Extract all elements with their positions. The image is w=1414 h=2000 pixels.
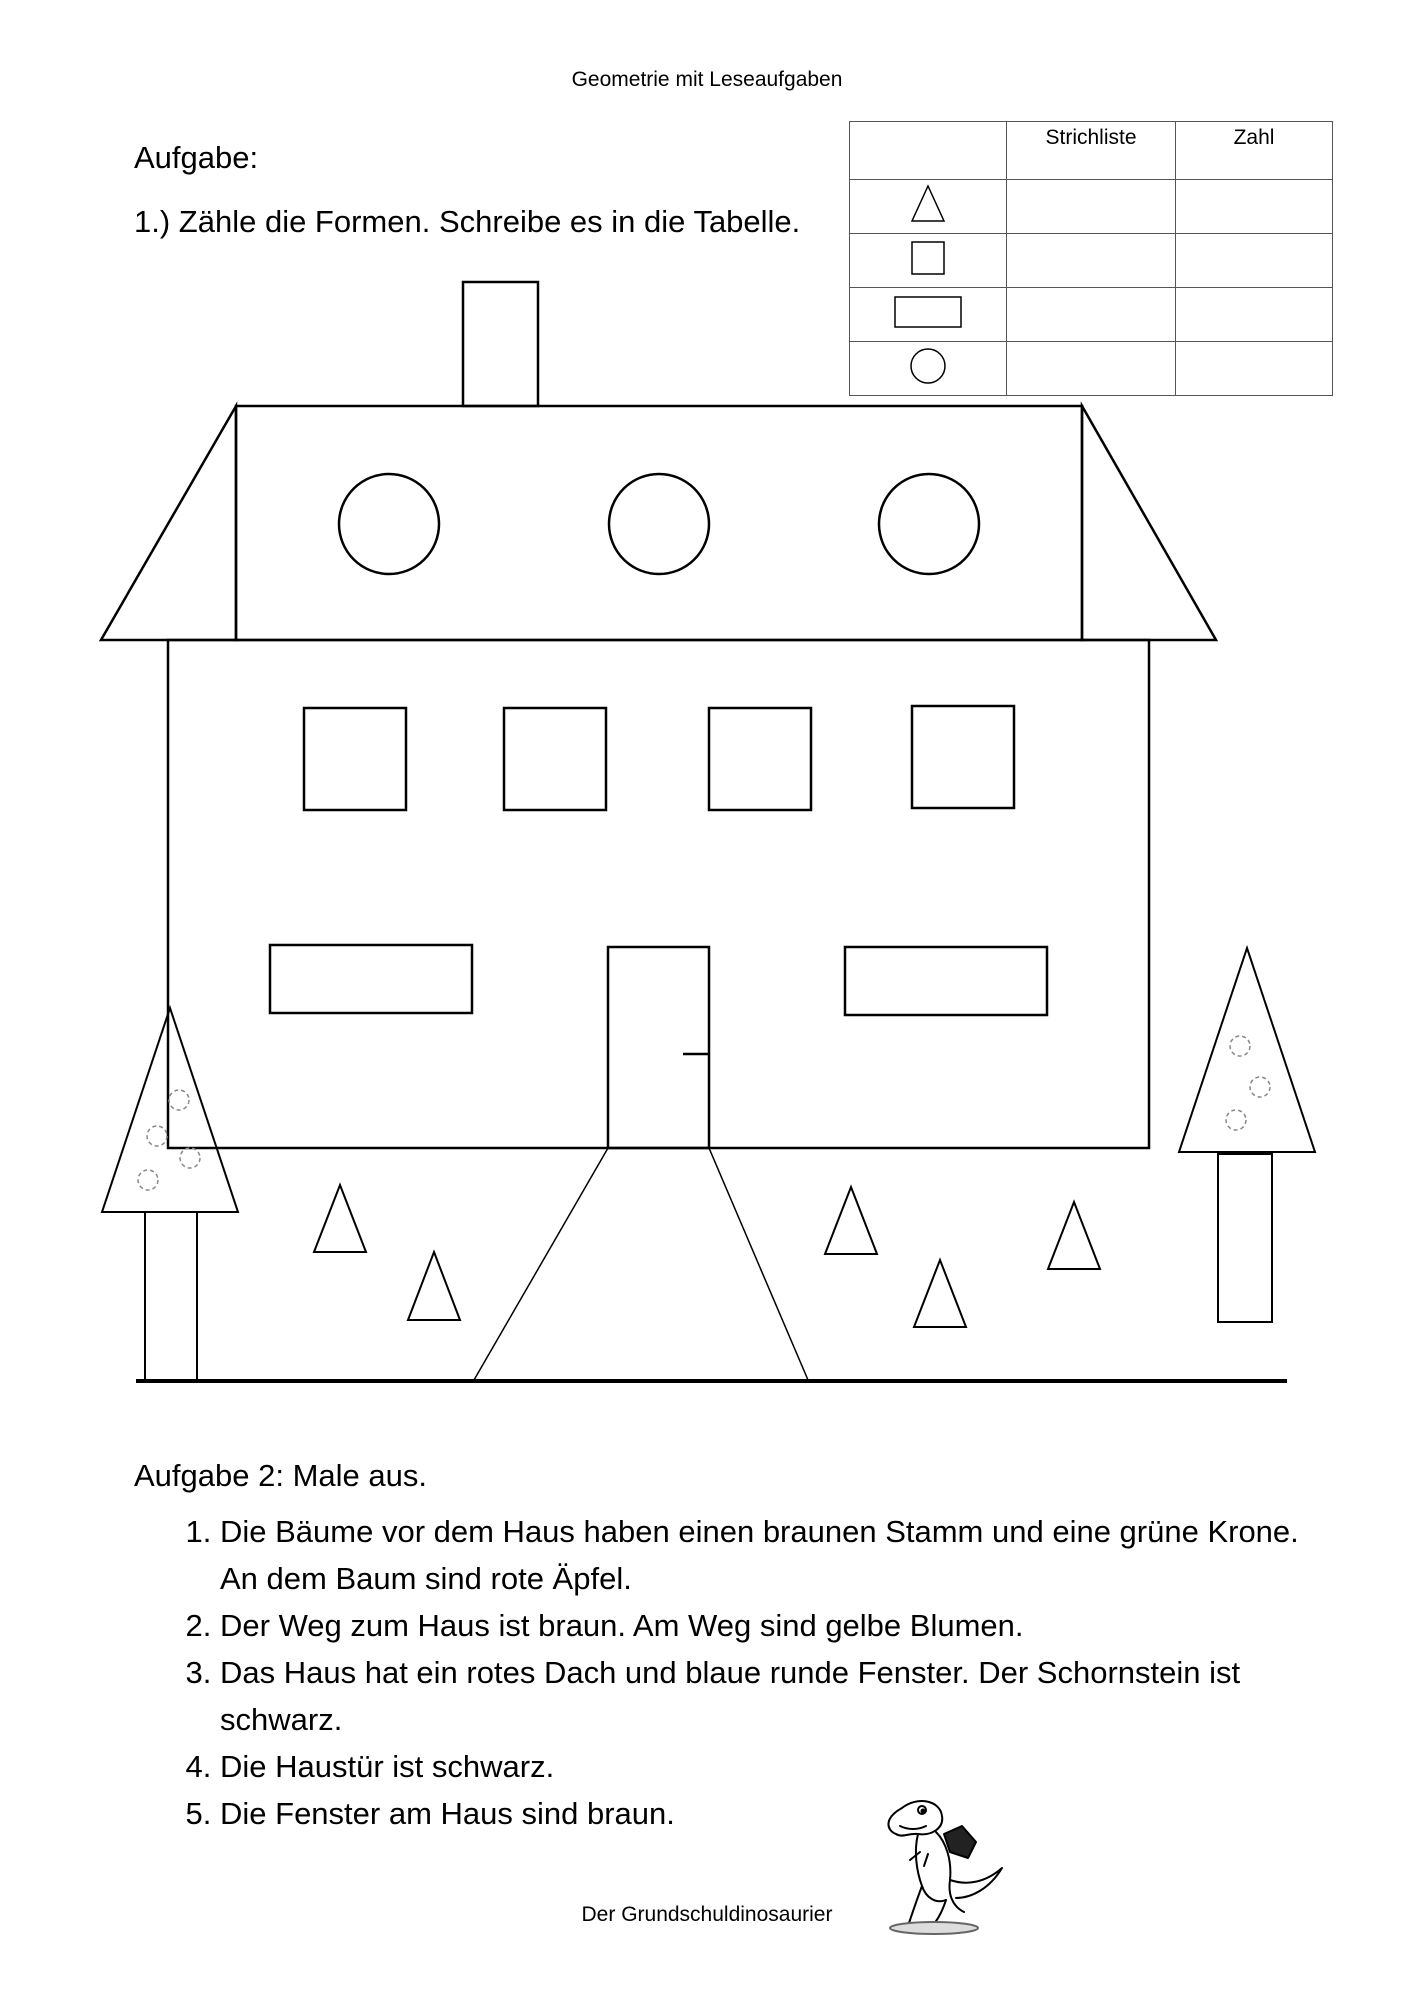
list-item: 2. Der Weg zum Haus ist braun. Am Weg sind gelbe Blumen. [220, 1602, 1304, 1649]
tree-crown-right[interactable] [1179, 948, 1315, 1152]
rectangle-window[interactable] [270, 945, 472, 1013]
dinosaur-mascot-icon [872, 1790, 1012, 1940]
rectangle-window[interactable] [845, 947, 1047, 1015]
round-window[interactable] [609, 474, 709, 574]
task2-title: Aufgabe 2: Male aus. [134, 1458, 427, 1493]
flower-triangle[interactable] [408, 1252, 460, 1320]
chimney[interactable] [463, 282, 538, 406]
roof-left-triangle[interactable] [101, 406, 236, 640]
tree-crown-left[interactable] [102, 1008, 238, 1212]
front-door[interactable] [608, 947, 709, 1148]
apple-circle[interactable] [1250, 1077, 1270, 1097]
list-item: 1. Die Bäume vor dem Haus haben einen braunen Stamm und eine grüne Krone. An dem Baum sind rote Äpfel. [220, 1508, 1304, 1602]
list-item: 5. Die Fenster am Haus sind braun. [220, 1790, 1304, 1837]
flower-triangle[interactable] [314, 1185, 366, 1252]
list-item: 4. Die Haustür ist schwarz. [220, 1743, 1304, 1790]
roof-right-triangle[interactable] [1082, 406, 1216, 640]
list-item: 3. Das Haus hat ein rotes Dach und blaue runde Fenster. Der Schornstein ist schwarz. [220, 1649, 1304, 1743]
square-window[interactable] [504, 708, 606, 810]
square-window[interactable] [912, 706, 1014, 808]
path-to-house[interactable] [474, 1148, 808, 1380]
apple-circle[interactable] [1226, 1110, 1246, 1130]
instruction-list [134, 1508, 1304, 1837]
apple-circle[interactable] [147, 1126, 167, 1146]
tree-trunk-left[interactable] [145, 1212, 197, 1380]
task1-title: Aufgabe: [134, 140, 259, 175]
tree-trunk-right[interactable] [1218, 1154, 1272, 1322]
house-body[interactable] [168, 640, 1149, 1148]
square-window[interactable] [709, 708, 811, 810]
apple-circle[interactable] [138, 1170, 158, 1190]
footer-credit: Der Grundschuldinosaurier [581, 1903, 833, 1926]
tally-header-strichliste: Strichliste [1007, 122, 1176, 180]
tally-header-zahl: Zahl [1176, 122, 1333, 180]
flower-triangle[interactable] [825, 1187, 877, 1254]
apple-circle[interactable] [169, 1090, 189, 1110]
round-window[interactable] [339, 474, 439, 574]
page-header: Geometrie mit Leseaufgaben [571, 68, 843, 91]
apple-circle[interactable] [180, 1148, 200, 1168]
apple-circle[interactable] [1230, 1036, 1250, 1056]
task1-instruction: 1.) Zähle die Formen. Schreibe es in die Tabelle. [134, 204, 801, 239]
roof-rectangle[interactable] [236, 406, 1082, 640]
square-window[interactable] [304, 708, 406, 810]
flower-triangle[interactable] [914, 1260, 966, 1327]
flower-triangle[interactable] [1048, 1202, 1100, 1269]
round-window[interactable] [879, 474, 979, 574]
